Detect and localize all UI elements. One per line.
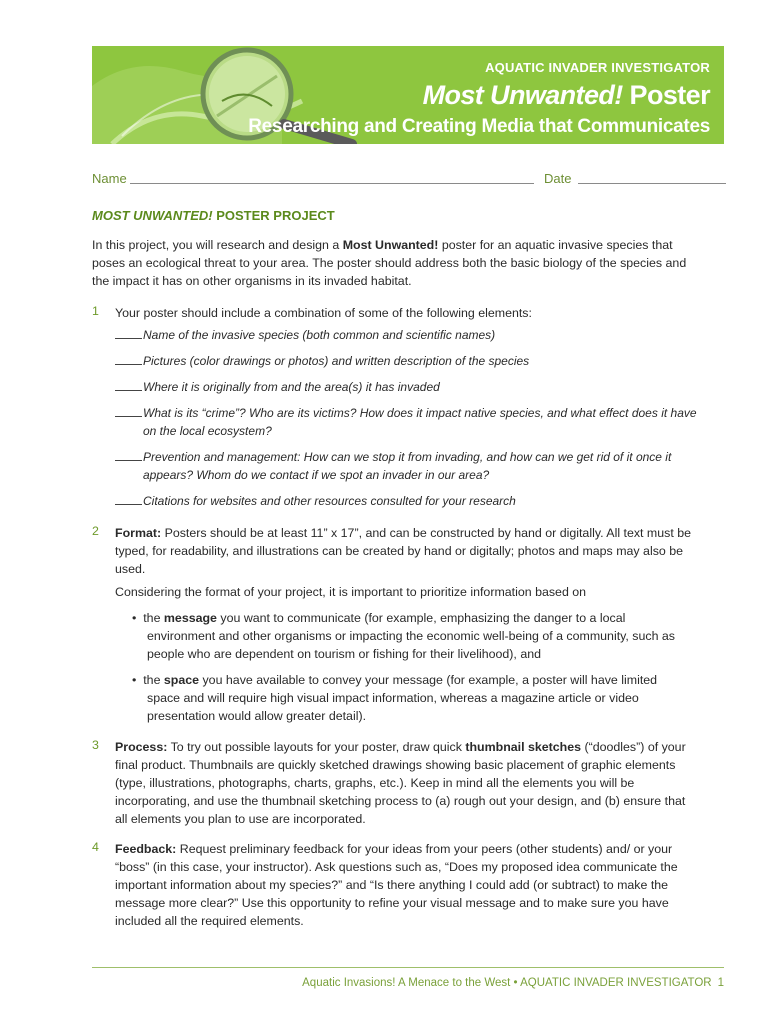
item-2-body: Posters should be at least 11” x 17”, and can be constructed by hand or digitally. All text must be typed, for readability, and illustrations can be created by hand or digitally; photos and maps may also be used. (115, 526, 692, 576)
checkbox-blank[interactable] (115, 448, 142, 461)
item-number: 4 (92, 840, 99, 854)
footer-text: Aquatic Invasions! A Menace to the West • AQUATIC INVADER INVESTIGATOR (302, 977, 712, 989)
checklist-item (115, 352, 685, 370)
item-4-body: Request preliminary feedback for your ideas from your peers (other students) and/ or your “boss” (in this case, your instructor). Ask questions such as, “Does my proposed idea communicate the important information about my species?” and “Is there anything I could add (or subtract) to make the message more clear?” Use this opportunity to refine your visual message and to make sure you have included all the required elements. (115, 842, 678, 928)
checklist-item (115, 326, 685, 344)
item-2-heading: Format: (115, 526, 162, 540)
bullet-item: • the message you want to communicate (for example, emphasizing the danger to a local environment and other organisms or impacting the economic well-being of a community, such as people who are dependent on tourism or fishing for their livelihood), and (132, 611, 676, 661)
intro-paragraph (92, 236, 692, 290)
date-label: Date (544, 171, 572, 186)
checklist-item (115, 378, 685, 396)
checklist-text: Pictures (color drawings or photos) and written description of the species (143, 354, 530, 368)
name-field[interactable] (130, 183, 534, 184)
bullet-text: the (143, 611, 164, 625)
banner-kicker: AQUATIC INVADER INVESTIGATOR (485, 60, 710, 75)
item-2-text (115, 524, 695, 578)
section-title-rest: POSTER PROJECT (212, 208, 335, 223)
item-3-body: To try out possible layouts for your poster, draw quick (167, 740, 466, 754)
item-3-text (115, 738, 695, 828)
page-number: 1 (717, 977, 724, 989)
section-title (92, 208, 335, 223)
item-4-heading: Feedback: (115, 842, 177, 856)
title-emphasis: Most Unwanted! (422, 80, 623, 110)
checklist-text: What is its “crime”? Who are its victims? How does it impact native species, and what effect does it have on the local ecosystem? (143, 406, 697, 438)
checklist-text: Citations for websites and other resources consulted for your research (143, 494, 516, 508)
item-number: 2 (92, 524, 99, 538)
checkbox-blank[interactable] (115, 492, 142, 505)
checkbox-blank[interactable] (115, 404, 142, 417)
checklist-item (115, 448, 713, 484)
bullet-item: • the space you have available to convey your message (for example, a poster will have limited space and will require high visual impact information, whereas a magazine article or video presentation would allow greater detail). (132, 673, 658, 723)
item-number: 1 (92, 304, 99, 318)
name-label: Name (92, 171, 127, 186)
item-number: 3 (92, 738, 99, 752)
date-field[interactable] (578, 183, 726, 184)
page-title (423, 80, 710, 111)
checkbox-blank[interactable] (115, 326, 142, 339)
intro-text-post: poster for an aquatic invasive species that poses an ecological threat to your area. The poster should address both the basic biology of the species and the impact it has on other organisms in its invaded habitat. (92, 238, 687, 288)
title-rest: Poster (622, 80, 710, 110)
checklist-text: Where it is originally from and the area(s) it has invaded (143, 380, 440, 394)
item-3-heading: Process: (115, 740, 168, 754)
checklist-text: Prevention and management: How can we stop it from invading, and how can we get rid of it once it appears? Whom do we contact if we spot an invader in our area? (143, 450, 672, 482)
bullet-text: you have available to convey your message (for example, a poster will have limited space and will require high visual impact information, whereas a magazine article or video presentation would allow greater detail). (147, 673, 658, 723)
checklist-text: Name of the invasive species (both common and scientific names) (143, 328, 496, 342)
page-footer (302, 977, 724, 989)
section-title-emphasis: MOST UNWANTED! (92, 208, 213, 223)
checklist-item (115, 404, 713, 440)
bullet-bold: space (163, 673, 200, 687)
intro-text-bold: Most Unwanted! (342, 238, 439, 252)
item-1-text: Your poster should include a combination of some of the following elements: (115, 306, 532, 320)
item-2-followup: Considering the format of your project, it is important to prioritize information based on (115, 585, 587, 599)
checkbox-blank[interactable] (115, 352, 142, 365)
item-4-text (115, 840, 695, 930)
header-banner (92, 46, 724, 144)
bullet-text: you want to communicate (for example, emphasizing the danger to a local environment and other organisms or impacting the economic well-being of a community, such as people who are dependent on tourism or fishing for their livelihood), and (147, 611, 676, 661)
item-3-bold: thumbnail sketches (465, 740, 582, 754)
bullet-text: the (143, 673, 164, 687)
checklist-item (115, 492, 685, 510)
page-subtitle: Researching and Creating Media that Communicates (248, 116, 710, 137)
intro-text-pre: In this project, you will research and design a (92, 238, 343, 252)
item-3-body: (“doodles”) of your final product. Thumbnails are quickly sketched drawings showing basic placement of graphic elements (type, illustrations, photographs, charts, graphs, etc.). Keep in mind all the elements you will be incorporating, and use the thumbnail sketching process to (a) rough out your design, and (b) ensure that all elements you plan to use are incorporated. (115, 740, 686, 826)
bullet-bold: message (163, 611, 217, 625)
checkbox-blank[interactable] (115, 378, 142, 391)
footer-divider (92, 967, 724, 968)
